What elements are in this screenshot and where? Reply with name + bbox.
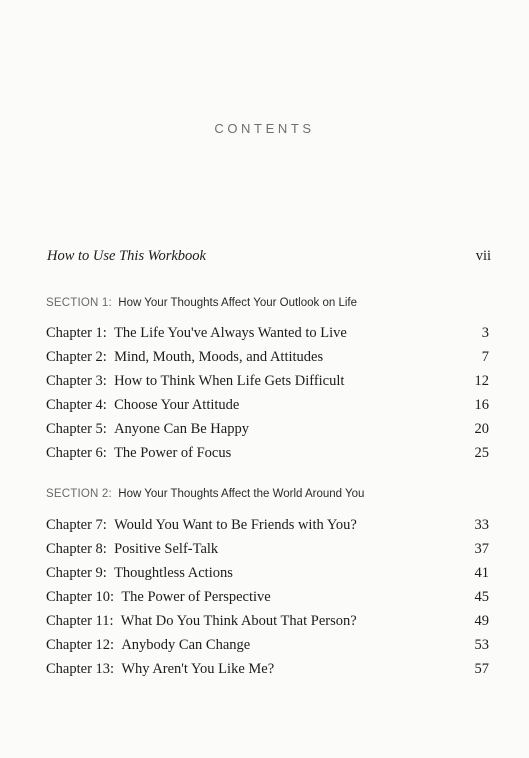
chapter-title: How to Think When Life Gets Difficult <box>114 373 345 389</box>
chapter-title: Why Aren't You Like Me? <box>121 661 275 677</box>
chapter-text <box>46 659 274 679</box>
entry-page-number: 7 <box>481 349 489 365</box>
chapter-title: Would You Want to Be Friends with You? <box>114 517 357 533</box>
entry-page-number: 16 <box>474 397 489 413</box>
chapter-label: Chapter 11: <box>46 613 114 629</box>
chapter-label: Chapter 7: <box>46 517 107 533</box>
toc-entry-chapter-6 <box>46 443 489 463</box>
chapter-text <box>46 419 249 439</box>
chapter-title: The Power of Focus <box>114 445 232 461</box>
entry-title: How to Use This Workbook <box>47 248 206 264</box>
chapter-text <box>46 443 231 463</box>
chapter-text <box>46 395 239 415</box>
chapter-title: Mind, Mouth, Moods, and Attitudes <box>114 349 324 365</box>
chapter-text <box>46 587 271 607</box>
entry-page-number: vii <box>475 248 491 264</box>
entry-page-number: 45 <box>474 589 489 605</box>
entry-page-number: 25 <box>474 445 489 461</box>
entry-page-number: 53 <box>474 637 489 653</box>
toc-entry-chapter-3 <box>46 371 489 391</box>
chapter-text <box>46 635 250 655</box>
toc-entry-chapter-11 <box>46 611 489 631</box>
chapter-label: Chapter 2: <box>46 349 107 365</box>
chapter-title: Anybody Can Change <box>121 637 251 653</box>
section-label: SECTION 2: <box>46 488 112 500</box>
page-title: CONTENTS <box>214 121 315 136</box>
chapter-text <box>46 539 218 559</box>
chapter-label: Chapter 3: <box>46 373 107 389</box>
chapter-label: Chapter 1: <box>46 325 107 341</box>
entry-page-number: 49 <box>474 613 489 629</box>
chapter-label: Chapter 6: <box>46 445 107 461</box>
chapter-label: Chapter 12: <box>46 637 115 653</box>
toc-entry-chapter-1 <box>46 323 489 343</box>
section-label: SECTION 1: <box>46 297 112 309</box>
chapter-text <box>46 563 233 583</box>
chapter-title: Positive Self-Talk <box>114 541 219 557</box>
chapter-title: Anyone Can Be Happy <box>114 421 249 437</box>
toc-entry-chapter-7 <box>46 515 489 535</box>
section-heading-2 <box>46 485 364 503</box>
chapter-title: The Life You've Always Wanted to Live <box>114 325 347 341</box>
entry-page-number: 33 <box>474 517 489 533</box>
chapter-label: Chapter 5: <box>46 421 107 437</box>
toc-entry-chapter-5 <box>46 419 489 439</box>
chapter-title: Thoughtless Actions <box>114 565 233 581</box>
toc-entry-chapter-13 <box>46 659 489 679</box>
entry-page-number: 12 <box>474 373 489 389</box>
chapter-title: What Do You Think About That Person? <box>120 613 357 629</box>
toc-entry-chapter-10 <box>46 587 489 607</box>
entry-page-number: 37 <box>474 541 489 557</box>
chapter-label: Chapter 13: <box>46 661 115 677</box>
chapter-text <box>46 371 344 391</box>
chapter-label: Chapter 8: <box>46 541 107 557</box>
toc-entry-chapter-12 <box>46 635 489 655</box>
chapter-label: Chapter 10: <box>46 589 115 605</box>
chapter-text <box>46 515 357 535</box>
entry-page-number: 41 <box>474 565 489 581</box>
chapter-text <box>46 323 347 343</box>
chapter-title: The Power of Perspective <box>121 589 271 605</box>
chapter-text <box>46 347 323 367</box>
entry-page-number: 20 <box>474 421 489 437</box>
entry-page-number: 57 <box>474 661 489 677</box>
chapter-title: Choose Your Attitude <box>114 397 240 413</box>
toc-entry-intro <box>47 246 491 266</box>
chapter-text <box>46 611 357 631</box>
chapter-label: Chapter 9: <box>46 565 107 581</box>
section-title: How Your Thoughts Affect Your Outlook on Life <box>118 297 357 309</box>
section-title: How Your Thoughts Affect the World Around You <box>118 488 365 500</box>
entry-page-number: 3 <box>481 325 489 341</box>
toc-entry-chapter-8 <box>46 539 489 559</box>
toc-entry-chapter-2 <box>46 347 489 367</box>
section-heading-1 <box>46 294 357 312</box>
toc-entry-chapter-9 <box>46 563 489 583</box>
toc-entry-chapter-4 <box>46 395 489 415</box>
chapter-label: Chapter 4: <box>46 397 107 413</box>
